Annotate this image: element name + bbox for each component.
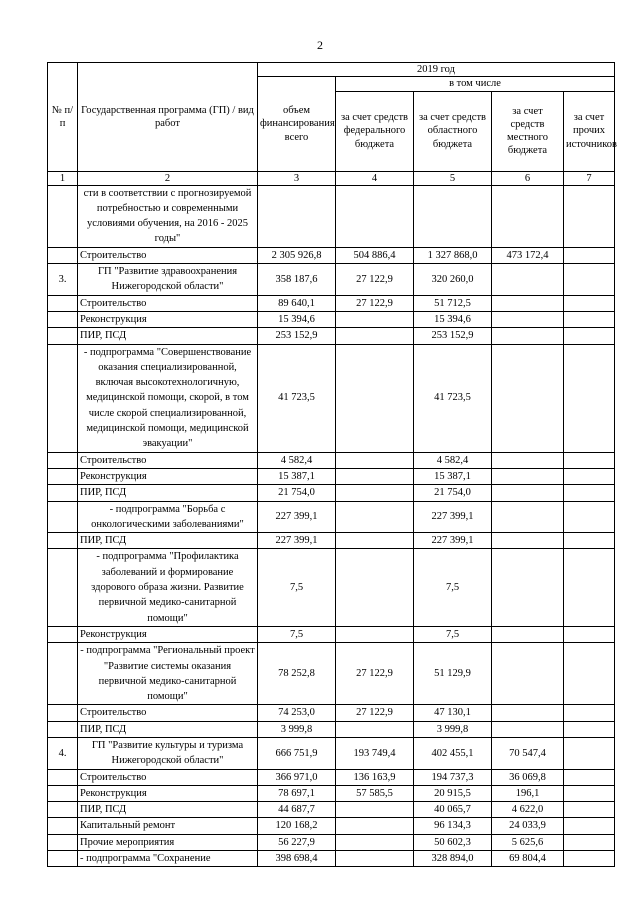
- cell-federal: [336, 721, 414, 737]
- cell-total: 358 187,6: [258, 264, 336, 296]
- cell-federal: [336, 344, 414, 452]
- cell-regional: 402 455,1: [414, 737, 492, 769]
- table-row: [48, 818, 615, 834]
- cell-local: [492, 452, 564, 468]
- row-number: [48, 643, 78, 705]
- table-row: [48, 737, 615, 769]
- table-row: [48, 802, 615, 818]
- row-name: - подпрограмма "Борьба с онкологическими заболеваниями": [78, 501, 258, 533]
- page-number: 2: [317, 38, 323, 52]
- cell-regional: 51 712,5: [414, 295, 492, 311]
- table-row: [48, 452, 615, 468]
- column-number-row: [48, 171, 615, 185]
- cell-federal: [336, 626, 414, 642]
- cell-total: 3 999,8: [258, 721, 336, 737]
- table-row: [48, 485, 615, 501]
- cell-regional: 7,5: [414, 549, 492, 626]
- cell-local: 196,1: [492, 785, 564, 801]
- cell-other: [564, 549, 615, 626]
- table-row: [48, 834, 615, 850]
- cell-local: 36 069,8: [492, 769, 564, 785]
- cell-regional: 7,5: [414, 626, 492, 642]
- row-number: [48, 311, 78, 327]
- row-name: Строительство: [78, 769, 258, 785]
- row-number: [48, 769, 78, 785]
- row-number: [48, 295, 78, 311]
- cell-total: 78 697,1: [258, 785, 336, 801]
- cell-federal: 57 585,5: [336, 785, 414, 801]
- row-number: [48, 328, 78, 344]
- row-number: [48, 785, 78, 801]
- row-name: - подпрограмма "Сохранение: [78, 851, 258, 867]
- column-number: 7: [564, 171, 615, 185]
- cell-federal: 193 749,4: [336, 737, 414, 769]
- column-number: 4: [336, 171, 414, 185]
- table-row: [48, 643, 615, 705]
- row-name: - подпрограмма "Профилактика заболеваний и формирование здорового образа жизни. Развитие первичной медико-санитарной помощи": [78, 549, 258, 626]
- cell-regional: 47 130,1: [414, 705, 492, 721]
- cell-regional: 15 394,6: [414, 311, 492, 327]
- row-name: Реконструкция: [78, 468, 258, 484]
- cell-total: 78 252,8: [258, 643, 336, 705]
- cell-federal: [336, 311, 414, 327]
- row-name: Строительство: [78, 705, 258, 721]
- cell-total: 227 399,1: [258, 533, 336, 549]
- cell-total: 44 687,7: [258, 802, 336, 818]
- header-total: объем финансирования всего: [258, 77, 336, 171]
- row-number: [48, 247, 78, 263]
- cell-local: 24 033,9: [492, 818, 564, 834]
- table-row: [48, 185, 615, 247]
- cell-local: [492, 549, 564, 626]
- row-name: - подпрограмма "Региональный проект "Развитие системы оказания первичной медико-санитарной помощи": [78, 643, 258, 705]
- cell-federal: 27 122,9: [336, 643, 414, 705]
- table-row: [48, 247, 615, 263]
- row-number: [48, 501, 78, 533]
- cell-federal: [336, 328, 414, 344]
- header-year: 2019 год: [258, 63, 615, 77]
- row-name: Прочие мероприятия: [78, 834, 258, 850]
- cell-federal: 27 122,9: [336, 264, 414, 296]
- row-name: Строительство: [78, 295, 258, 311]
- cell-federal: [336, 185, 414, 247]
- cell-federal: [336, 501, 414, 533]
- table-row: [48, 769, 615, 785]
- table-row: [48, 533, 615, 549]
- cell-regional: 20 915,5: [414, 785, 492, 801]
- cell-total: 15 387,1: [258, 468, 336, 484]
- cell-local: [492, 533, 564, 549]
- table-row: [48, 328, 615, 344]
- cell-local: [492, 721, 564, 737]
- cell-other: [564, 344, 615, 452]
- column-number: 3: [258, 171, 336, 185]
- cell-other: [564, 295, 615, 311]
- table-row: [48, 705, 615, 721]
- cell-local: 69 804,4: [492, 851, 564, 867]
- column-number: 6: [492, 171, 564, 185]
- cell-total: 4 582,4: [258, 452, 336, 468]
- cell-total: 89 640,1: [258, 295, 336, 311]
- cell-regional: 194 737,3: [414, 769, 492, 785]
- cell-other: [564, 485, 615, 501]
- table-row: [48, 501, 615, 533]
- column-number: 1: [48, 171, 78, 185]
- financing-table: [47, 62, 618, 867]
- cell-local: 4 622,0: [492, 802, 564, 818]
- cell-federal: [336, 468, 414, 484]
- row-number: [48, 549, 78, 626]
- row-name: Реконструкция: [78, 785, 258, 801]
- table-row: [48, 311, 615, 327]
- cell-federal: [336, 802, 414, 818]
- cell-regional: 41 723,5: [414, 344, 492, 452]
- cell-other: [564, 769, 615, 785]
- cell-federal: 27 122,9: [336, 705, 414, 721]
- row-number: [48, 851, 78, 867]
- cell-local: [492, 295, 564, 311]
- cell-other: [564, 468, 615, 484]
- header-including: в том числе: [336, 77, 615, 91]
- cell-other: [564, 533, 615, 549]
- column-number: 5: [414, 171, 492, 185]
- cell-local: [492, 344, 564, 452]
- table-row: [48, 264, 615, 296]
- cell-regional: 50 602,3: [414, 834, 492, 850]
- cell-federal: [336, 452, 414, 468]
- header-regional: за счет средств областного бюджета: [414, 91, 492, 171]
- cell-other: [564, 643, 615, 705]
- cell-local: 473 172,4: [492, 247, 564, 263]
- cell-federal: [336, 549, 414, 626]
- row-name: Реконструкция: [78, 311, 258, 327]
- cell-total: 41 723,5: [258, 344, 336, 452]
- row-number: [48, 533, 78, 549]
- row-name: - подпрограмма "Совершенствование оказания специализированной, включая высокотехнологичную, медицинской помощи, скорой, в том числе скорой специализированной, медицинской помощи, медицинской эвакуации": [78, 344, 258, 452]
- cell-other: [564, 452, 615, 468]
- cell-local: [492, 311, 564, 327]
- cell-local: [492, 185, 564, 247]
- row-name: ПИР, ПСД: [78, 328, 258, 344]
- cell-local: [492, 264, 564, 296]
- cell-local: [492, 485, 564, 501]
- cell-total: 120 168,2: [258, 818, 336, 834]
- cell-total: 398 698,4: [258, 851, 336, 867]
- cell-regional: 320 260,0: [414, 264, 492, 296]
- row-number: 3.: [48, 264, 78, 296]
- row-number: [48, 802, 78, 818]
- cell-federal: [336, 834, 414, 850]
- cell-total: 7,5: [258, 626, 336, 642]
- cell-regional: 253 152,9: [414, 328, 492, 344]
- cell-federal: [336, 851, 414, 867]
- cell-regional: 1 327 868,0: [414, 247, 492, 263]
- cell-total: [258, 185, 336, 247]
- cell-total: 366 971,0: [258, 769, 336, 785]
- row-number: [48, 626, 78, 642]
- cell-local: 5 625,6: [492, 834, 564, 850]
- row-name: ГП "Развитие здравоохранения Нижегородской области": [78, 264, 258, 296]
- header-program: Государственная программа (ГП) / вид работ: [78, 63, 258, 172]
- cell-total: 227 399,1: [258, 501, 336, 533]
- header-number: № п/п: [48, 63, 78, 172]
- cell-total: 56 227,9: [258, 834, 336, 850]
- cell-local: [492, 626, 564, 642]
- header-other: за счет прочих источников: [564, 91, 615, 171]
- row-name: Строительство: [78, 247, 258, 263]
- row-number: [48, 485, 78, 501]
- cell-regional: 40 065,7: [414, 802, 492, 818]
- row-number: [48, 185, 78, 247]
- cell-federal: [336, 533, 414, 549]
- cell-other: [564, 851, 615, 867]
- cell-total: 15 394,6: [258, 311, 336, 327]
- cell-regional: 21 754,0: [414, 485, 492, 501]
- cell-regional: 96 134,3: [414, 818, 492, 834]
- table-row: [48, 549, 615, 626]
- cell-local: [492, 705, 564, 721]
- row-name: Реконструкция: [78, 626, 258, 642]
- cell-other: [564, 834, 615, 850]
- row-number: [48, 705, 78, 721]
- cell-federal: 136 163,9: [336, 769, 414, 785]
- row-name: ПИР, ПСД: [78, 802, 258, 818]
- cell-other: [564, 802, 615, 818]
- cell-other: [564, 705, 615, 721]
- cell-local: 70 547,4: [492, 737, 564, 769]
- cell-other: [564, 737, 615, 769]
- row-name: ПИР, ПСД: [78, 721, 258, 737]
- cell-other: [564, 247, 615, 263]
- cell-other: [564, 626, 615, 642]
- table-row: [48, 295, 615, 311]
- row-number: [48, 818, 78, 834]
- cell-regional: 328 894,0: [414, 851, 492, 867]
- column-number: 2: [78, 171, 258, 185]
- cell-other: [564, 785, 615, 801]
- table-row: [48, 785, 615, 801]
- cell-other: [564, 264, 615, 296]
- row-name: ПИР, ПСД: [78, 485, 258, 501]
- row-name: сти в соответствии с прогнозируемой потребностью и современными условиями обучения, на 2016 - 2025 годы": [78, 185, 258, 247]
- row-name: Капитальный ремонт: [78, 818, 258, 834]
- table-row: [48, 468, 615, 484]
- cell-total: 2 305 926,8: [258, 247, 336, 263]
- cell-local: [492, 501, 564, 533]
- row-name: ПИР, ПСД: [78, 533, 258, 549]
- table-row: [48, 851, 615, 867]
- cell-federal: 504 886,4: [336, 247, 414, 263]
- cell-regional: 3 999,8: [414, 721, 492, 737]
- cell-other: [564, 328, 615, 344]
- row-name: ГП "Развитие культуры и туризма Нижегородской области": [78, 737, 258, 769]
- cell-local: [492, 468, 564, 484]
- cell-local: [492, 643, 564, 705]
- cell-other: [564, 818, 615, 834]
- cell-federal: [336, 485, 414, 501]
- cell-total: 74 253,0: [258, 705, 336, 721]
- row-number: [48, 721, 78, 737]
- row-number: [48, 834, 78, 850]
- cell-regional: 227 399,1: [414, 501, 492, 533]
- cell-other: [564, 185, 615, 247]
- row-number: [48, 452, 78, 468]
- table-row: [48, 344, 615, 452]
- cell-regional: 4 582,4: [414, 452, 492, 468]
- cell-local: [492, 328, 564, 344]
- cell-federal: [336, 818, 414, 834]
- cell-federal: 27 122,9: [336, 295, 414, 311]
- cell-other: [564, 501, 615, 533]
- cell-other: [564, 311, 615, 327]
- cell-regional: [414, 185, 492, 247]
- cell-other: [564, 721, 615, 737]
- cell-total: 666 751,9: [258, 737, 336, 769]
- row-number: [48, 344, 78, 452]
- table-row: [48, 721, 615, 737]
- row-name: Строительство: [78, 452, 258, 468]
- cell-total: 21 754,0: [258, 485, 336, 501]
- cell-regional: 15 387,1: [414, 468, 492, 484]
- cell-regional: 51 129,9: [414, 643, 492, 705]
- header-federal: за счет средств федерального бюджета: [336, 91, 414, 171]
- header-local: за счет средств местного бюджета: [492, 91, 564, 171]
- row-number: [48, 468, 78, 484]
- cell-total: 7,5: [258, 549, 336, 626]
- row-number: 4.: [48, 737, 78, 769]
- cell-total: 253 152,9: [258, 328, 336, 344]
- table-row: [48, 626, 615, 642]
- cell-regional: 227 399,1: [414, 533, 492, 549]
